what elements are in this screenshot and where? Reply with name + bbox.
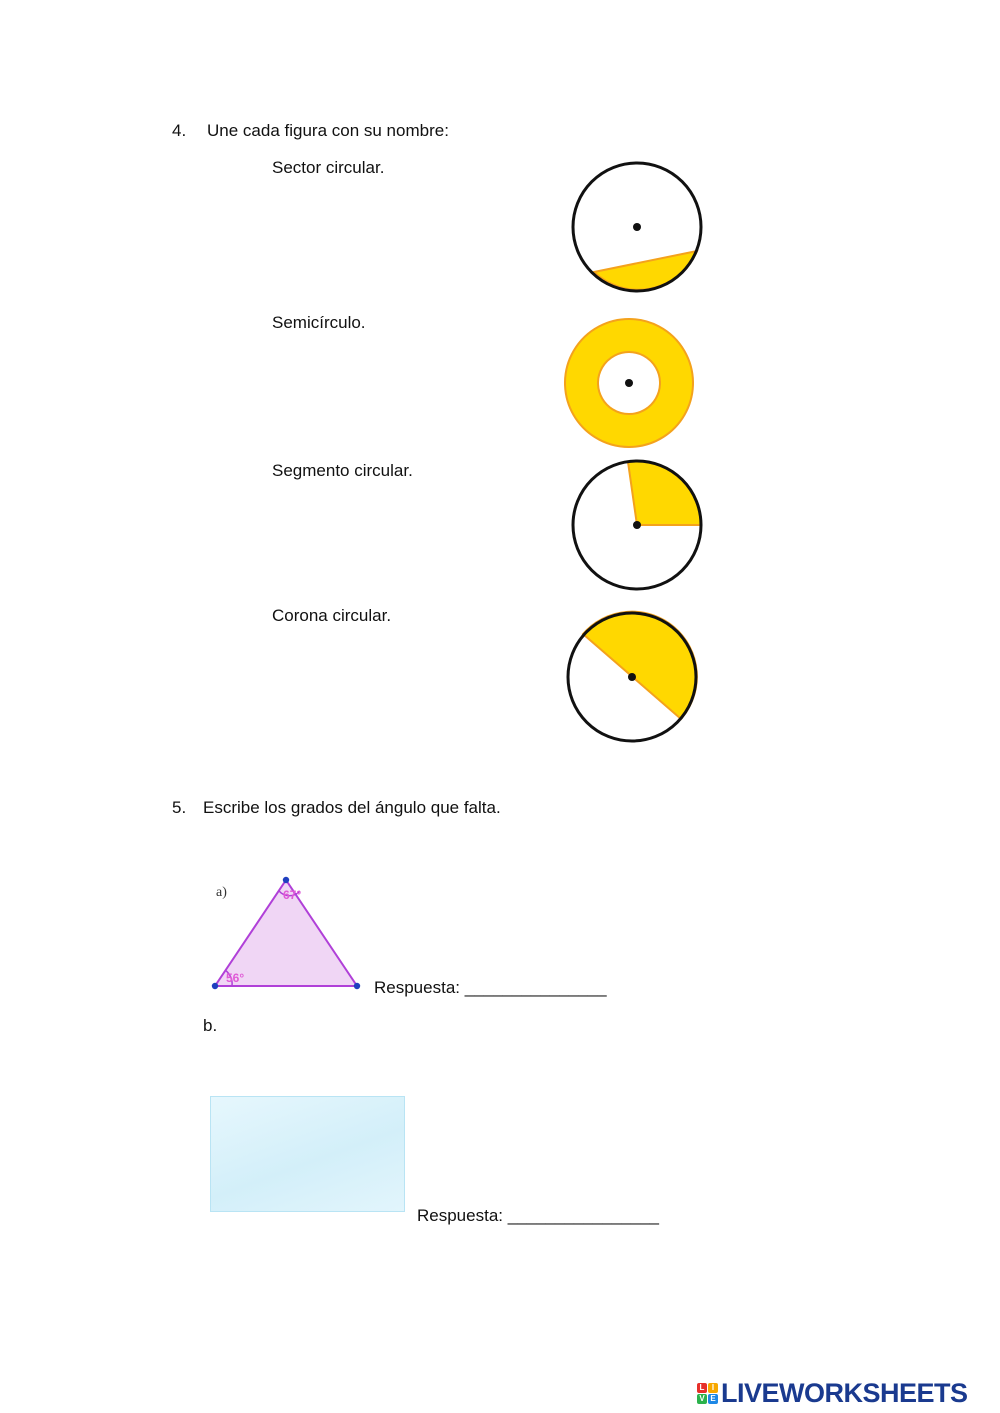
part-b-tag: b. xyxy=(203,1016,218,1035)
vertex-left xyxy=(212,983,218,989)
label-sector-circular[interactable]: Sector circular. xyxy=(272,158,385,177)
part-a-tag: a) xyxy=(216,885,227,900)
answer-a-label: Respuesta: xyxy=(374,978,460,997)
q4-instruction: Une cada figura con su nombre: xyxy=(207,121,449,140)
figure-circular-sector[interactable] xyxy=(566,455,708,597)
center-dot xyxy=(633,223,641,231)
vertex-top xyxy=(283,877,289,883)
semicircle-fill xyxy=(583,612,697,719)
triangle-figure xyxy=(210,872,370,994)
liveworksheets-logo xyxy=(697,1378,968,1408)
answer-a xyxy=(374,978,607,998)
missing-image-placeholder xyxy=(210,1096,405,1212)
sector-fill xyxy=(628,461,701,525)
answer-b-input[interactable]: ________________ xyxy=(507,1206,660,1225)
center-dot xyxy=(628,673,636,681)
figure-semicircle[interactable] xyxy=(561,606,703,748)
figure-annulus[interactable] xyxy=(561,315,697,451)
answer-b xyxy=(417,1206,659,1226)
angle-label-left: 56° xyxy=(226,971,245,985)
q4-number: 4. xyxy=(172,121,187,140)
angle-label-top: 67° xyxy=(283,888,302,902)
figure-circular-segment[interactable] xyxy=(566,156,708,298)
label-segmento-circular[interactable]: Segmento circular. xyxy=(272,461,413,480)
label-semicirculo[interactable]: Semicírculo. xyxy=(272,313,366,332)
logo-mark-icon: L I V E xyxy=(697,1383,718,1404)
q5-number: 5. xyxy=(172,798,187,817)
label-corona-circular[interactable]: Corona circular. xyxy=(272,606,392,625)
vertex-right xyxy=(354,983,360,989)
center-dot xyxy=(633,521,641,529)
logo-text: LIVEWORKSHEETS xyxy=(721,1377,968,1408)
answer-b-label: Respuesta: xyxy=(417,1206,503,1225)
q5-instruction: Escribe los grados del ángulo que falta. xyxy=(203,798,501,817)
answer-a-input[interactable]: _______________ xyxy=(464,978,607,997)
center-dot xyxy=(625,379,633,387)
